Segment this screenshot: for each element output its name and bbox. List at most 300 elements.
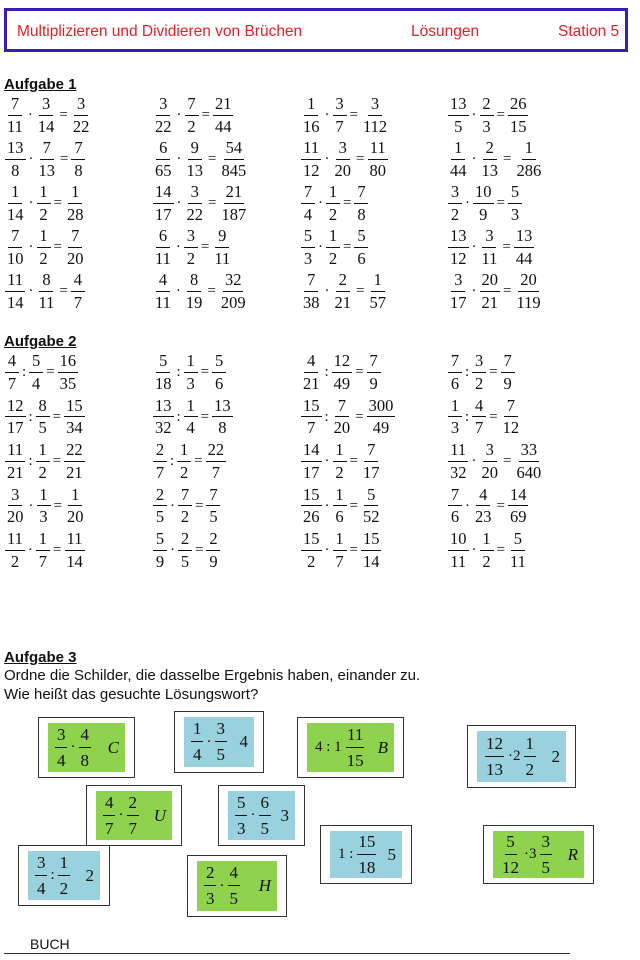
numerator: 11: [5, 442, 25, 462]
numerator: 5: [156, 353, 170, 373]
numerator: 1: [191, 719, 203, 742]
multiply-operator: ·: [175, 239, 181, 255]
denominator: 112: [362, 116, 388, 136]
equation: [447, 184, 523, 223]
numerator: 3: [74, 96, 88, 116]
fraction: [71, 96, 92, 135]
fraction: [5, 484, 26, 526]
denominator: 11: [214, 248, 231, 268]
fraction: [153, 484, 167, 526]
multiply-operator: ·: [28, 239, 34, 255]
numerator: 3: [156, 96, 170, 116]
equals-sign: =: [59, 107, 68, 123]
denominator: 13: [481, 160, 498, 180]
equals-sign: =: [59, 283, 68, 299]
denominator: 2: [525, 759, 534, 779]
numerator: 15: [357, 832, 376, 855]
denominator: 4: [37, 878, 46, 898]
denominator: 12: [450, 248, 467, 268]
denominator: 28: [66, 204, 84, 224]
equals-sign: =: [502, 239, 511, 255]
numerator: 2: [480, 96, 494, 116]
sign-card-face: [184, 717, 254, 767]
fraction: [354, 184, 368, 223]
equals-sign: =: [46, 364, 55, 380]
multiply-operator: ·: [324, 151, 330, 167]
fraction: [153, 96, 174, 135]
denominator: 6: [357, 248, 366, 268]
numerator: 12: [5, 398, 26, 418]
fraction: [204, 863, 217, 909]
fraction: [37, 228, 51, 267]
numerator: 2: [178, 531, 192, 551]
fraction: [448, 184, 462, 223]
numerator: 5: [212, 353, 226, 373]
fraction: [65, 228, 86, 267]
numerator: 3: [482, 228, 496, 248]
equals-sign: =: [201, 107, 210, 123]
equation: [447, 140, 544, 179]
denominator: 44: [450, 160, 467, 180]
denominator: 2: [335, 462, 344, 482]
denominator: 7: [7, 373, 17, 393]
numerator: 3: [39, 96, 53, 116]
fraction: [153, 353, 174, 392]
denominator: 7: [475, 418, 484, 437]
fraction: [333, 96, 347, 135]
numerator: 3: [188, 184, 202, 204]
fraction: [301, 228, 315, 267]
denominator: 52: [362, 507, 380, 526]
numerator: 3: [35, 853, 47, 876]
numerator: 2: [153, 442, 167, 462]
equation: [4, 228, 86, 267]
numerator: 2: [153, 487, 167, 507]
numerator: 9: [188, 140, 202, 160]
numerator: 21: [224, 184, 245, 204]
numerator: 7: [335, 398, 349, 418]
numerator: 5: [354, 228, 368, 248]
sign-expression: [102, 793, 140, 839]
equation: [447, 353, 516, 392]
station-label: Station 5: [558, 23, 620, 40]
multiply-operator: ·: [28, 283, 34, 299]
fraction: [361, 531, 382, 570]
fraction: [5, 96, 25, 135]
equals-sign: =: [503, 453, 512, 469]
sign-card[interactable]: [483, 825, 594, 884]
fraction: [361, 484, 382, 526]
denominator: 7: [38, 551, 48, 571]
numerator: 4: [103, 793, 115, 816]
equals-sign: =: [496, 107, 505, 123]
denominator: 7: [335, 551, 344, 571]
fraction: [514, 228, 535, 267]
fraction: [301, 395, 322, 437]
equation: [152, 96, 234, 135]
numerator: 1: [371, 272, 385, 292]
multiply-operator: ·: [170, 497, 175, 514]
fraction: [127, 793, 140, 839]
fraction: [37, 140, 58, 179]
equation: [447, 395, 522, 437]
fraction: [367, 353, 381, 392]
fraction: [153, 228, 173, 267]
numerator: 3: [448, 184, 462, 204]
fraction: [219, 272, 248, 311]
multiply-operator: ·: [471, 453, 477, 469]
equals-sign: =: [349, 542, 358, 558]
fraction: [448, 272, 469, 311]
sign-expression: [203, 863, 241, 909]
multiply-operator: ·: [471, 542, 477, 558]
denominator: 20: [66, 507, 84, 526]
denominator: 2: [39, 204, 48, 224]
multiply-operator: ·: [465, 195, 470, 211]
denominator: 2: [38, 462, 47, 482]
denominator: 286: [516, 160, 542, 180]
denominator: 20: [481, 462, 498, 482]
numerator: 12: [332, 353, 353, 373]
multiply-operator: ·: [324, 453, 330, 469]
numerator: 22: [64, 442, 85, 462]
fraction: [333, 484, 347, 526]
numerator: 11: [301, 140, 321, 160]
sign-expression: [234, 793, 272, 839]
fraction: [55, 725, 68, 771]
equation: [152, 140, 249, 179]
numerator: 5: [301, 228, 315, 248]
worksheet-header: [4, 8, 628, 52]
numerator: 7: [68, 228, 82, 248]
numerator: 16: [58, 353, 79, 373]
equation: [447, 96, 529, 135]
fraction: [71, 140, 85, 179]
denominator: 13: [486, 759, 503, 779]
equals-sign: =: [52, 453, 62, 469]
sign-card[interactable]: [18, 845, 110, 906]
numerator: 1: [451, 140, 465, 160]
denominator: 21: [66, 462, 83, 482]
denominator: 8: [74, 160, 83, 180]
numerator: 7: [367, 353, 381, 373]
sign-label: B: [377, 737, 388, 757]
numerator: 11: [5, 531, 25, 551]
denominator: 20: [66, 248, 84, 268]
fraction: [480, 96, 494, 135]
operator: ·2: [508, 748, 521, 764]
fraction: [480, 531, 494, 570]
numerator: 3: [472, 353, 486, 373]
equals-sign: =: [349, 453, 358, 469]
numerator: 26: [508, 96, 529, 116]
fraction: [64, 442, 85, 481]
sign-card-face: [477, 731, 566, 782]
equals-sign: =: [489, 408, 498, 425]
numerator: 1: [184, 353, 198, 373]
fraction: [326, 228, 340, 267]
fraction: [473, 484, 494, 526]
divide-operator: :: [176, 364, 181, 380]
numerator: 1: [333, 487, 347, 507]
sign-expression: [54, 725, 92, 771]
denominator: 2: [59, 878, 69, 898]
denominator: 17: [303, 462, 320, 482]
numerator: 7: [448, 353, 462, 373]
sign-card[interactable]: [187, 855, 287, 917]
denominator: 209: [220, 292, 246, 312]
equals-sign: =: [195, 542, 204, 558]
numerator: 7: [206, 487, 220, 507]
operator: ·3: [524, 846, 537, 862]
denominator: 3: [237, 818, 246, 838]
equation: [4, 272, 86, 311]
sign-card[interactable]: [38, 717, 135, 778]
numerator: 6: [156, 140, 170, 160]
numerator: 3: [215, 719, 227, 742]
denominator: 69: [509, 507, 527, 526]
sign-label: H: [258, 876, 271, 895]
denominator: 8: [357, 204, 366, 224]
equals-sign: =: [52, 408, 62, 425]
denominator: 9: [209, 551, 218, 571]
fraction: [484, 734, 505, 780]
numerator: 15: [301, 398, 322, 418]
fraction: [361, 96, 389, 135]
numerator: 4: [228, 863, 240, 886]
fraction: [37, 484, 51, 526]
sign-card[interactable]: [297, 717, 404, 778]
numerator: 7: [504, 398, 518, 418]
sign-card[interactable]: [467, 725, 576, 788]
denominator: 80: [369, 160, 386, 180]
fraction: [367, 395, 396, 437]
fraction: [153, 531, 167, 570]
fraction: [64, 395, 85, 437]
sign-expression: [483, 734, 537, 780]
fraction: [185, 96, 199, 135]
equation: [300, 228, 369, 267]
multiply-operator: ·: [324, 283, 330, 299]
numerator: 32: [223, 272, 244, 292]
equals-sign: =: [503, 283, 512, 299]
equals-sign: =: [489, 364, 498, 380]
sign-card[interactable]: [218, 785, 305, 846]
multiply-operator: ·: [176, 151, 182, 167]
numerator: 3: [483, 442, 497, 462]
denominator: 34: [66, 418, 83, 437]
fraction: [65, 484, 86, 526]
numerator: 1: [333, 442, 347, 462]
numerator: 11: [65, 531, 85, 551]
numerator: 9: [215, 228, 229, 248]
fraction: [58, 353, 79, 392]
fraction: [212, 353, 226, 392]
denominator: 5: [209, 507, 218, 526]
fraction: [448, 531, 469, 570]
fraction: [153, 442, 167, 481]
fraction: [184, 272, 205, 311]
equation: [152, 184, 249, 223]
equation: [447, 531, 529, 570]
denominator: 5: [216, 745, 225, 764]
numerator: 6: [259, 793, 271, 816]
denominator: 12: [502, 418, 520, 437]
fraction: [448, 442, 469, 481]
fraction: [79, 725, 92, 771]
numerator: 1: [8, 184, 22, 204]
numerator: 14: [153, 184, 174, 204]
denominator: 11: [481, 248, 498, 268]
numerator: 14: [508, 487, 529, 507]
fraction: [301, 272, 322, 311]
denominator: 38: [303, 292, 320, 312]
numerator: 1: [524, 734, 536, 757]
denominator: 9: [369, 373, 378, 393]
sign-card[interactable]: [320, 825, 412, 884]
sign-expression: [34, 853, 71, 899]
sign-card[interactable]: [174, 711, 264, 773]
fraction: [184, 353, 198, 392]
equation: [300, 353, 382, 392]
sign-card[interactable]: [86, 785, 182, 846]
fraction: [212, 228, 232, 267]
numerator: 5: [29, 353, 43, 373]
numerator: 3: [55, 725, 67, 748]
denominator: 2: [39, 248, 48, 268]
denominator: 11: [450, 551, 467, 571]
denominator: 11: [155, 292, 171, 312]
numerator: 13: [448, 228, 469, 248]
fraction: [71, 272, 85, 311]
equation: [4, 353, 79, 392]
numerator: 7: [8, 96, 22, 116]
denominator: 13: [186, 160, 203, 180]
denominator: 3: [39, 507, 48, 526]
equals-sign: =: [349, 497, 358, 514]
multiply-operator: ·: [176, 195, 182, 211]
numerator: 20: [480, 272, 501, 292]
denominator: 119: [516, 292, 541, 312]
equation: [300, 140, 389, 179]
numerator: 4: [304, 353, 318, 373]
fraction: [64, 531, 85, 570]
numerator: 54: [224, 140, 245, 160]
denominator: 12: [502, 857, 519, 877]
denominator: 18: [155, 373, 172, 393]
equals-sign: =: [60, 151, 69, 167]
equals-sign: =: [356, 151, 365, 167]
multiply-operator: ·: [318, 195, 323, 211]
numerator: 3: [8, 487, 22, 507]
numerator: 8: [187, 272, 201, 292]
denominator: 2: [328, 248, 338, 268]
fraction: [301, 184, 315, 223]
numerator: 5: [508, 184, 522, 204]
numerator: 7: [71, 140, 85, 160]
fraction: [5, 272, 26, 311]
fraction: [332, 353, 353, 392]
fraction: [448, 484, 462, 526]
numerator: 7: [178, 487, 192, 507]
fraction: [480, 140, 501, 179]
answer-word: BUCH: [30, 936, 70, 952]
denominator: 44: [214, 116, 232, 136]
equation: [447, 272, 544, 311]
sign-label: 4: [239, 732, 248, 751]
numerator: 7: [301, 184, 315, 204]
denominator: 2: [187, 116, 196, 136]
divide-operator: :: [324, 364, 329, 380]
equals-sign: =: [343, 239, 352, 255]
equals-sign: =: [355, 364, 364, 380]
denominator: 14: [66, 551, 83, 571]
equals-sign: =: [496, 497, 505, 514]
fraction: [501, 353, 515, 392]
equals-sign: =: [503, 151, 512, 167]
numerator: 2: [127, 793, 139, 816]
operator: 4 : 1: [315, 739, 342, 755]
numerator: 4: [79, 725, 91, 748]
numerator: 13: [153, 398, 174, 418]
equation: [300, 395, 396, 437]
numerator: 11: [448, 442, 468, 462]
fraction: [219, 184, 248, 223]
denominator: 5: [454, 116, 463, 136]
denominator: 14: [37, 116, 55, 136]
operator: ·: [70, 739, 76, 755]
numerator: 12: [485, 734, 504, 757]
fraction: [508, 96, 529, 135]
numerator: 10: [448, 531, 469, 551]
multiply-operator: ·: [27, 542, 33, 558]
numerator: 33: [519, 442, 540, 462]
denominator: 14: [7, 292, 24, 312]
numerator: 20: [518, 272, 539, 292]
task1-heading: Aufgabe 1: [4, 76, 77, 93]
multiply-operator: ·: [471, 107, 477, 123]
denominator: 49: [372, 418, 390, 437]
denominator: 22: [72, 116, 90, 136]
denominator: 20: [7, 507, 24, 526]
denominator: 4: [57, 750, 66, 770]
sign-label: 2: [551, 746, 560, 766]
numerator: 1: [37, 487, 51, 507]
divide-operator: :: [465, 364, 470, 380]
fraction: [184, 228, 198, 267]
fraction: [540, 832, 553, 878]
equation: [300, 484, 382, 526]
numerator: 7: [501, 353, 515, 373]
fraction: [153, 395, 174, 437]
fraction: [448, 228, 469, 267]
numerator: 1: [326, 184, 340, 204]
fraction: [36, 531, 50, 570]
numerator: 5: [364, 487, 378, 507]
equals-sign: =: [208, 151, 217, 167]
sign-expression: [313, 725, 367, 771]
denominator: 11: [7, 116, 23, 136]
numerator: 7: [448, 487, 462, 507]
fraction: [5, 353, 19, 392]
denominator: 2: [180, 462, 189, 482]
equation: [447, 442, 544, 481]
operator: :: [50, 867, 55, 883]
numerator: 4: [71, 272, 85, 292]
sign-label: R: [567, 844, 578, 864]
denominator: 14: [7, 204, 24, 224]
denominator: 11: [509, 551, 526, 571]
